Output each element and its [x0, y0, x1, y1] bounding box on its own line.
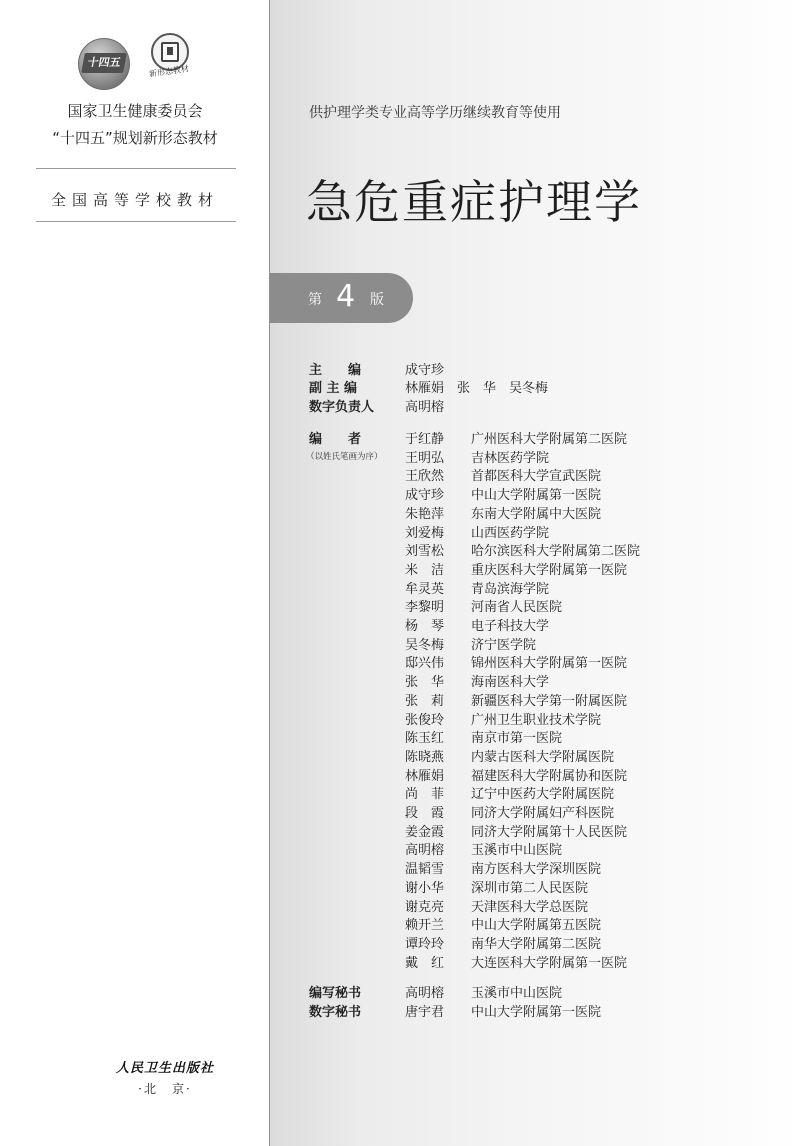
contributor-row: [405, 709, 601, 728]
contributor-name: 于红静: [405, 432, 445, 447]
digital-secretary-row: [405, 1001, 601, 1020]
contributor-row: [405, 671, 549, 690]
contributor-name: 朱艳萍: [405, 506, 445, 522]
chief-editor-names: 成守珍: [405, 363, 445, 378]
contributor-institution: 济宁医学院: [471, 637, 537, 653]
edition-prefix: 第: [308, 292, 322, 308]
contributor-institution: 中山大学附属第一医院: [471, 488, 602, 504]
contributor-row: [405, 652, 627, 671]
contributor-institution: 同济大学附属妇产科医院: [471, 806, 615, 821]
deputy-editor-label: 副 主 编: [309, 381, 358, 396]
contributor-row: [405, 914, 601, 933]
publisher-city: ·北 京·: [138, 1082, 192, 1096]
contributor-institution: 东南大学附属中大医院: [471, 506, 602, 522]
contributor-institution: 同济大学附属第十人民医院: [471, 824, 628, 840]
contributor-institution: 深圳市第二人民医院: [471, 880, 589, 896]
contributor-institution: 南京市第一医院: [471, 731, 563, 747]
digital-secretary-label: 数字秘书: [309, 1005, 362, 1020]
contributor-name: 戴 红: [405, 955, 445, 971]
series-name: 全国高等学校教材: [50, 191, 219, 209]
contributor-row: [405, 559, 627, 578]
contributor-row: [405, 484, 601, 503]
contributor-institution: 广州医科大学附属第二医院: [471, 432, 628, 447]
contributor-name: 张俊玲: [405, 712, 445, 728]
contributor-name: 王明弘: [405, 450, 445, 466]
contributor-institution: 辽宁中医药大学附属医院: [471, 787, 615, 803]
contributor-name: 林雁娟: [405, 768, 445, 784]
contributor-institution: 海南医科大学: [471, 675, 550, 691]
contributor-name: 陈玉红: [405, 731, 445, 747]
contributor-institution: 电子科技大学: [471, 619, 550, 634]
contributor-name: 谢克亮: [405, 899, 445, 915]
contributor-name: 王欣然: [405, 469, 445, 485]
contributor-institution: 锦州医科大学附属第一医院: [471, 656, 628, 672]
contributor-name: 杨 琴: [405, 619, 445, 634]
contributor-row: [405, 802, 614, 821]
contributor-row: [405, 503, 601, 522]
contributor-row: [405, 447, 549, 466]
vertical-divider: [269, 0, 270, 1146]
contributor-institution: 大连医科大学附属第一医院: [471, 955, 628, 971]
contributor-name: 张 莉: [405, 693, 445, 709]
writing-secretary-label: 编写秘书: [309, 986, 362, 1001]
divider-top: [36, 168, 236, 169]
contributor-name: 陈晓燕: [405, 749, 445, 765]
contributor-row: [405, 465, 601, 484]
contributor-row: [405, 578, 549, 597]
writing-secretary-institution: 玉溪市中山医院: [471, 986, 563, 1001]
contributor-institution: 南方医科大学深圳医院: [471, 862, 602, 878]
contributor-institution: 哈尔滨医科大学附属第二医院: [471, 544, 641, 560]
writing-secretary-name: 高明榕: [405, 986, 445, 1001]
contributor-row: [405, 858, 601, 877]
org-line-2: “十四五”规划新形态教材: [52, 129, 218, 147]
contributor-institution: 河南省人民医院: [471, 600, 563, 616]
new-form-caption: 新形态教材: [148, 64, 190, 79]
contributor-institution: 青岛滨海学院: [471, 581, 550, 597]
contributor-name: 赖开兰: [405, 918, 445, 934]
contributor-institution: 新疆医科大学第一附属医院: [471, 693, 628, 709]
contributor-institution: 天津医科大学总医院: [471, 899, 589, 915]
writing-secretary-row: [405, 982, 562, 1001]
contributor-row: [405, 765, 627, 784]
contributor-row: [405, 896, 588, 915]
publisher-logo: 人民卫生出版社: [115, 1061, 214, 1076]
digital-secretary-name: 唐宇君: [405, 1005, 445, 1020]
contributor-name: 谭玲玲: [405, 936, 445, 952]
contributor-name: 牟灵英: [405, 581, 445, 597]
contributor-row: [405, 615, 549, 634]
usage-line: 供护理学类专业高等学历继续教育等使用: [309, 105, 561, 121]
contributor-name: 李黎明: [405, 600, 445, 616]
contributor-row: [405, 540, 640, 559]
contributor-name: 吴冬梅: [405, 637, 445, 653]
contributor-row: [405, 522, 549, 541]
edition-number: 4: [336, 279, 356, 314]
book-title: 急危重症护理学: [306, 175, 642, 229]
divider-bottom: [36, 221, 236, 222]
digital-lead-label: 数字负责人: [309, 400, 375, 415]
contributor-row: [405, 746, 614, 765]
edition-suffix: 版: [370, 292, 384, 308]
contributor-institution: 重庆医科大学附属第一医院: [471, 562, 628, 578]
contributor-name: 成守珍: [405, 488, 445, 504]
contributor-row: [405, 428, 627, 447]
contributor-institution: 广州卫生职业技术学院: [471, 712, 602, 728]
contributor-name: 张 华: [405, 675, 445, 691]
contributor-name: 姜金霞: [405, 824, 445, 840]
digital-secretary-institution: 中山大学附属第一医院: [471, 1005, 602, 1020]
edition-tab: [270, 273, 413, 323]
contributor-name: 高明榕: [405, 843, 445, 859]
left-column: [0, 0, 270, 1146]
contributors-order-note: （以姓氏笔画为序）: [306, 452, 383, 462]
contributor-row: [405, 839, 562, 858]
contributor-row: [405, 933, 601, 952]
contributor-name: 谢小华: [405, 880, 445, 896]
deputy-editor-names: 林雁娟 张 华 吴冬梅: [405, 381, 549, 396]
contributor-institution: 吉林医药学院: [471, 450, 550, 466]
contributor-institution: 山西医药学院: [471, 525, 550, 541]
plan-logo-icon: [78, 38, 130, 90]
contributor-name: 刘爱梅: [405, 525, 445, 541]
contributor-institution: 福建医科大学附属协和医院: [471, 768, 628, 784]
contributor-name: 邸兴伟: [405, 656, 445, 672]
contributor-institution: 内蒙古医科大学附属医院: [471, 749, 615, 765]
contributor-institution: 中山大学附属第五医院: [471, 918, 602, 934]
digital-lead-names: 高明榕: [405, 400, 445, 415]
chief-editor-label: 主 编: [309, 363, 362, 378]
contributor-row: [405, 596, 562, 615]
contributor-row: [405, 783, 614, 802]
contributor-name: 段 霞: [405, 806, 445, 821]
contributors-label: 编 者: [309, 432, 362, 447]
contributor-name: 尚 菲: [405, 787, 445, 803]
contributor-row: [405, 821, 627, 840]
contributor-institution: 玉溪市中山医院: [471, 843, 563, 859]
contributor-row: [405, 727, 562, 746]
contributor-row: [405, 952, 627, 971]
contributor-name: 温韬雪: [405, 862, 445, 878]
contributor-name: 米 洁: [405, 562, 445, 578]
org-line-1: 国家卫生健康委员会: [67, 102, 203, 120]
contributor-row: [405, 634, 536, 653]
contributor-institution: 南华大学附属第二医院: [471, 936, 602, 952]
contributor-row: [405, 690, 627, 709]
plan-logo-text: 十四五: [81, 53, 127, 73]
contributor-row: [405, 877, 588, 896]
contributor-name: 刘雪松: [405, 544, 445, 560]
contributor-institution: 首都医科大学宣武医院: [471, 469, 602, 485]
